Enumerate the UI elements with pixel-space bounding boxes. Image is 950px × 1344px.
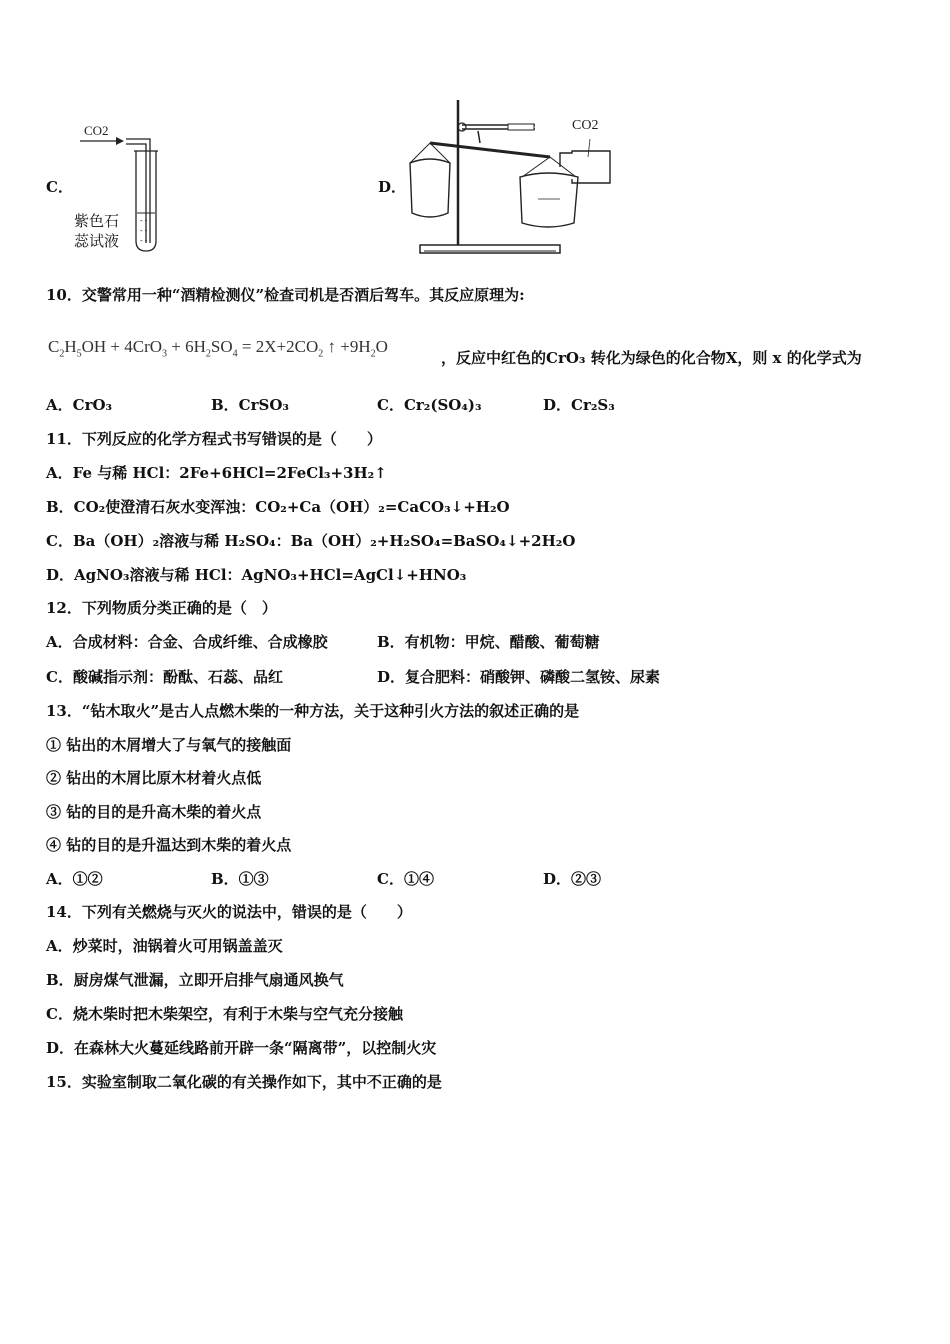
q11-stem: 11．下列反应的化学方程式书写错误的是（ ）: [46, 430, 382, 448]
q11-option-d[interactable]: D．AgNO₃溶液与稀 HCl：AgNO₃+HCl=AgCl↓+HNO₃: [46, 566, 467, 584]
q10-option-b[interactable]: B．CrSO₃: [211, 396, 289, 414]
q12-option-d[interactable]: D．复合肥料：硝酸钾、磷酸二氢铵、尿素: [377, 668, 661, 686]
q12-option-b[interactable]: B．有机物：甲烷、醋酸、葡萄糖: [377, 633, 600, 651]
q14-option-c[interactable]: C．烧木柴时把木柴架空，有利于木柴与空气充分接触: [46, 1005, 403, 1023]
q12-option-a[interactable]: A．合成材料：合金、合成纤维、合成橡胶: [46, 633, 328, 651]
q12-stem: 12．下列物质分类正确的是（ ）: [46, 599, 277, 617]
q12-option-c[interactable]: C．酸碱指示剂：酚酞、石蕊、品红: [46, 668, 283, 686]
q13-option-c[interactable]: C．①④: [377, 870, 434, 888]
q9-option-c-label: C．: [46, 178, 73, 196]
q11-option-c[interactable]: C．Ba（OH）₂溶液与稀 H₂SO₄：Ba（OH）₂+H₂SO₄=BaSO₄↓+2H₂O: [46, 532, 576, 550]
q13-statement-1: ① 钻出的木屑增大了与氧气的接触面: [46, 736, 292, 754]
q9-c-gas-label: CO2: [84, 123, 109, 138]
svg-text:- -: - -: [140, 236, 148, 245]
q9-d-gas-label: CO2: [572, 118, 599, 133]
q14-option-b[interactable]: B．厨房煤气泄漏，立即开启排气扇通风换气: [46, 971, 344, 989]
q10-equation-tail: ，反应中红色的CrO₃ 转化为绿色的化合物X，则 x 的化学式为: [441, 349, 862, 367]
q13-statement-2: ② 钻出的木屑比原木材着火点低: [46, 769, 262, 787]
q14-option-a[interactable]: A．炒菜时，油锅着火可用锅盖盖灭: [46, 937, 283, 955]
q11-option-a[interactable]: A．Fe 与稀 HCl：2Fe+6HCl=2FeCl₃+3H₂↑: [46, 464, 387, 482]
q10-option-d[interactable]: D．Cr₂S₃: [543, 396, 615, 414]
q15-stem: 15．实验室制取二氧化碳的有关操作如下，其中不正确的是: [46, 1073, 442, 1091]
svg-text:- -: - -: [140, 226, 148, 235]
q10-equation: $C_2H_5OH + 4CrO_3 + 6H_2SO_4 = 2X+2CO_2$ ↑ $+9H_2O$: [48, 337, 388, 360]
q13-stem: 13．“钻木取火”是古人点燃木柴的一种方法，关于这种引火方法的叙述正确的是: [46, 702, 580, 720]
q9-c-reagent-line2: 蕊试液: [74, 232, 120, 250]
q10-option-a[interactable]: A．CrO₃: [46, 396, 113, 414]
svg-text:- -: - -: [140, 216, 148, 225]
q10-option-c[interactable]: C．Cr₂(SO₄)₃: [377, 396, 482, 414]
q13-option-a[interactable]: A．①②: [46, 870, 103, 888]
q13-statement-4: ④ 钻的目的是升温达到木柴的着火点: [46, 836, 292, 854]
q10-stem: 10．交警常用一种“酒精检测仪”检查司机是否酒后驾车。其反应原理为:: [46, 286, 525, 304]
q13-statement-3: ③ 钻的目的是升高木柴的着火点: [46, 803, 262, 821]
q9-c-reagent-line1: 紫色石: [74, 212, 120, 230]
q14-stem: 14．下列有关燃烧与灭火的说法中，错误的是（ ）: [46, 903, 412, 921]
q14-option-d[interactable]: D．在森林大火蔓延线路前开辟一条“隔离带”，以控制火灾: [46, 1039, 437, 1057]
q11-option-b[interactable]: B．CO₂使澄清石灰水变浑浊：CO₂+Ca（OH）₂=CaCO₃↓+H₂O: [46, 498, 510, 516]
q9-figure-d: [400, 95, 630, 260]
q13-option-b[interactable]: B．①③: [211, 870, 269, 888]
q13-option-d[interactable]: D．②③: [543, 870, 602, 888]
q9-option-d-label: D．: [378, 178, 407, 196]
